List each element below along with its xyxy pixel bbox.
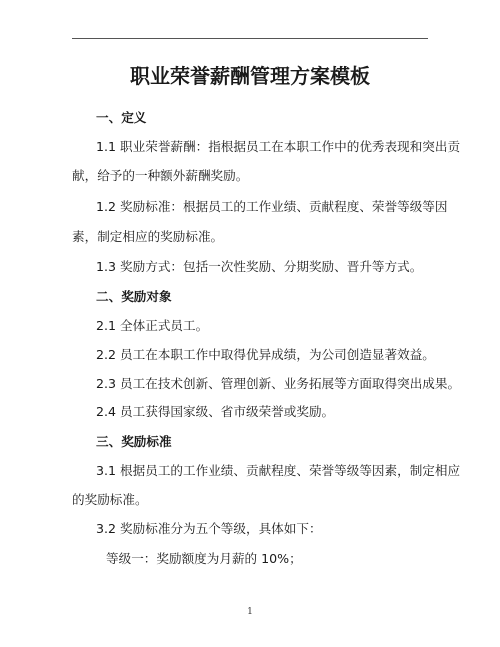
- section-heading-definition: 一、定义: [96, 110, 147, 125]
- page-title: 职业荣誉薪酬管理方案模板: [130, 64, 370, 88]
- section-heading-award-standard: 三、奖励标准: [96, 434, 172, 449]
- header-rule: [72, 38, 428, 39]
- paragraph-line: 素，制定相应的奖励标准。: [72, 229, 224, 244]
- paragraph-line: 1.3 奖励方式：包括一次性奖励、分期奖励、晋升等方式。: [96, 259, 423, 274]
- paragraph-line: 3.2 奖励标准分为五个等级，具体如下：: [96, 521, 322, 536]
- paragraph-line: 1.2 奖励标准：根据员工的工作业绩、贡献程度、荣誉等级等因: [96, 199, 448, 214]
- paragraph-line: 1.1 职业荣誉薪酬：指根据员工在本职工作中的优秀表现和突出贡: [96, 139, 461, 154]
- page-number: 1: [247, 607, 253, 617]
- paragraph-line: 2.3 员工在技术创新、管理创新、业务拓展等方面取得突出成果。: [96, 376, 461, 391]
- paragraph-line: 2.1 全体正式员工。: [96, 318, 209, 333]
- paragraph-line: 3.1 根据员工的工作业绩、贡献程度、荣誉等级等因素，制定相应: [96, 463, 461, 478]
- paragraph-line: 2.4 员工获得国家级、省市级荣誉或奖励。: [96, 404, 335, 419]
- paragraph-line: 2.2 员工在本职工作中取得优异成绩，为公司创造显著效益。: [96, 347, 435, 362]
- paragraph-line: 等级一：奖励额度为月薪的 10%；: [106, 551, 302, 566]
- paragraph-line: 的奖励标准。: [72, 492, 148, 507]
- paragraph-line: 献，给予的一种额外薪酬奖励。: [72, 168, 249, 183]
- section-heading-award-target: 二、奖励对象: [96, 289, 172, 304]
